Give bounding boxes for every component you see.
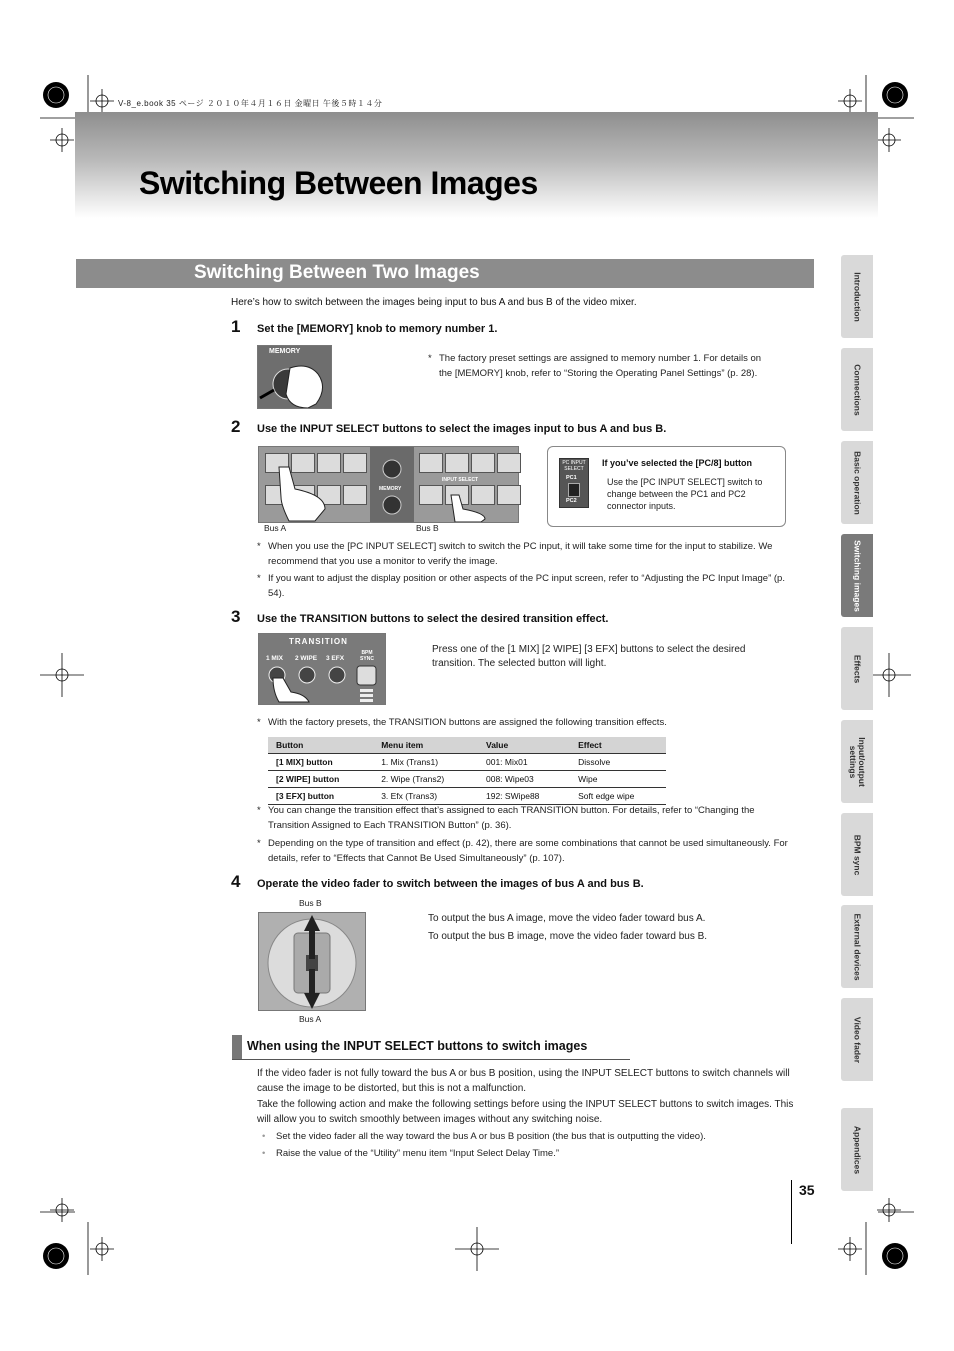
tab-label: Introduction — [852, 271, 863, 322]
mix-button-label: 1 MIX — [266, 655, 283, 662]
step-3-number: 3 — [231, 607, 241, 626]
intro-text: Here’s how to switch between the images being input to bus A and bus B of the video mixer. — [231, 297, 637, 308]
bus-a-label: Bus A — [264, 523, 287, 533]
step-2-text: Use the INPUT SELECT buttons to select the images input to bus A and bus B. — [257, 423, 667, 435]
step3-note-2-text: Depending on the type of transition and effect (p. 42), there are some combinations that cannot be used simultaneously. For details, refer to “Effects that Cannot Be Used Simultaneously” (p. 107). — [268, 838, 788, 864]
tab-input-output-settings[interactable] — [841, 720, 873, 803]
bpm-sync-label: BPM SYNC — [360, 650, 374, 662]
step3-description: Press one of the [1 MIX] [2 WIPE] [3 EFX] buttons to select the desired transition. The selected button will light. — [432, 644, 746, 669]
memory-panel-label: MEMORY — [379, 486, 402, 492]
table-row — [268, 771, 666, 788]
tab-switching-images[interactable] — [841, 534, 873, 617]
transition-buttons-icon — [259, 634, 385, 704]
step1-note-line2: the [MEMORY] knob, refer to “Storing the Operating Panel Settings” (p. 28). — [439, 368, 758, 379]
section-title: Switching Between Two Images — [194, 262, 480, 283]
table-header: Effect — [570, 737, 666, 754]
table-cell: 3. Efx (Trans3) — [373, 788, 478, 805]
page-number: 35 — [799, 1182, 815, 1198]
tab-external-devices[interactable] — [841, 905, 873, 988]
tab-label: Appendices — [852, 1125, 863, 1174]
tab-label: Video fader — [852, 1016, 863, 1063]
tab-label: Switching images — [852, 539, 863, 612]
tab-appendices[interactable] — [841, 1108, 873, 1191]
step-3-text: Use the TRANSITION buttons to select the desired transition effect. — [257, 613, 609, 625]
bullet-text-1: Set the video fader all the way toward the bus A or bus B position (the bus that is outputting the video). — [276, 1131, 706, 1142]
table-cell: 1. Mix (Trans1) — [373, 754, 478, 771]
efx-button-label: 3 EFX — [326, 655, 345, 662]
bullet-text-2: Raise the value of the “Utility” menu item “Input Select Delay Time.” — [276, 1148, 560, 1159]
bullet-dot: • — [262, 1131, 266, 1142]
callout-text: Use the [PC INPUT SELECT] switch to change between the PC1 and PC2 connector inputs. — [607, 477, 763, 511]
table-cell: [1 MIX] button — [268, 754, 373, 771]
video-fader-figure — [258, 912, 366, 1011]
step-4-text: Operate the video fader to switch between the images of bus A and bus B. — [257, 878, 644, 890]
note-star: * — [257, 541, 261, 552]
tab-label: Connections — [852, 363, 863, 416]
hand-pointer-icons — [259, 447, 518, 522]
subsection-marker — [232, 1035, 242, 1059]
step2-note-2 — [257, 571, 796, 601]
page-title: Switching Between Images — [139, 165, 538, 201]
step-1-number: 1 — [231, 317, 241, 336]
wipe-button-label: 2 WIPE — [295, 655, 318, 662]
table-cell: Soft edge wipe — [570, 788, 666, 805]
memory-knob-icon — [258, 346, 331, 408]
subsection-para-1: If the video fader is not fully toward the bus A or bus B position, using the INPUT SELECT buttons to switch channels will cause the image to be distorted, but this is not a malfunction. — [257, 1068, 790, 1094]
step3-note-1-text: You can change the transition effect that’s assigned to each TRANSITION button. For details, refer to “Changing the Transition Assigned to Each TRANSITION Button” (p. 36). — [268, 805, 755, 831]
subsection-heading — [232, 1035, 630, 1060]
book-meta: V-8_e.book 35 ページ ２０１０年４月１６日 金曜日 午後５時１４分 — [118, 99, 383, 108]
tab-connections[interactable] — [841, 348, 873, 431]
table-cell: Dissolve — [570, 754, 666, 771]
step2-note-1-text: When you use the [PC INPUT SELECT] switch to switch the PC input, it will take some time for the input to stabilize. We recommend that you use a monitor to verify the image. — [268, 541, 773, 567]
pc2-label: PC2 — [566, 498, 577, 504]
step4-line1: To output the bus A image, move the video fader toward bus A. — [428, 913, 706, 924]
tab-label: Input/output settings — [848, 736, 867, 787]
memory-knob-figure — [257, 345, 332, 409]
tab-effects[interactable] — [841, 627, 873, 710]
pc-input-switch-label: PC INPUT SELECT — [562, 460, 586, 472]
step2-note-2-text: If you want to adjust the display position or other aspects of the PC input screen, refer to “Adjusting the PC Input Image” (p. 54). — [268, 573, 785, 599]
table-header: Button — [268, 737, 373, 754]
callout-title: If you’ve selected the [PC/8] button — [602, 458, 753, 468]
bullet-item-2 — [262, 1148, 796, 1159]
pc-input-callout — [547, 446, 786, 527]
step1-note-line1: The factory preset settings are assigned to memory number 1. For details on — [439, 353, 762, 364]
step-1-text: Set the [MEMORY] knob to memory number 1. — [257, 323, 498, 335]
input-select-label: INPUT SELECT — [442, 477, 479, 483]
note-star: * — [257, 838, 261, 849]
tab-basic-operation[interactable] — [841, 441, 873, 524]
tab-label: External devices — [852, 912, 863, 981]
bullet-item-1 — [262, 1131, 796, 1142]
note-star: * — [257, 805, 261, 816]
subsection-para-2: Take the following action and make the following settings before using the INPUT SELECT buttons to switch images. This will allow you to switch smoothly between images without any switching noise. — [257, 1099, 794, 1125]
pc1-label: PC1 — [566, 475, 577, 481]
table-note — [257, 715, 796, 730]
page-number-rule — [791, 1180, 792, 1244]
note-star: * — [257, 717, 261, 728]
video-fader-icon — [259, 913, 365, 1010]
step4-line2: To output the bus B image, move the video fader toward bus B. — [428, 931, 708, 942]
tab-label: BPM sync — [852, 834, 863, 875]
table-row — [268, 788, 666, 805]
note-star: * — [257, 573, 261, 584]
table-cell: [3 EFX] button — [268, 788, 373, 805]
step2-note-1 — [257, 539, 796, 569]
table-cell: [2 WIPE] button — [268, 771, 373, 788]
table-header: Value — [478, 737, 570, 754]
tab-video-fader[interactable] — [841, 998, 873, 1081]
transition-table — [268, 737, 666, 805]
step3-note-1 — [257, 803, 796, 833]
pc-input-switch-figure — [559, 458, 589, 508]
fader-bus-b-label: Bus B — [299, 898, 322, 908]
table-cell: 001: Mix01 — [478, 754, 570, 771]
step1-note — [428, 351, 794, 381]
fader-bus-a-label: Bus A — [299, 1014, 322, 1024]
transition-figure-title: TRANSITION — [289, 637, 348, 646]
step-2-number: 2 — [231, 417, 241, 436]
input-select-figure — [258, 446, 519, 523]
table-header: Menu item — [373, 737, 478, 754]
table-cell: 008: Wipe03 — [478, 771, 570, 788]
tab-label: Basic operation — [852, 450, 863, 515]
table-row — [268, 754, 666, 771]
table-cell: Wipe — [570, 771, 666, 788]
tab-introduction[interactable] — [841, 255, 873, 338]
note-star: * — [428, 353, 432, 364]
memory-figure-label: MEMORY — [269, 348, 301, 355]
tab-label: Effects — [852, 654, 863, 683]
table-cell: 2. Wipe (Trans2) — [373, 771, 478, 788]
subsection-title: When using the INPUT SELECT buttons to switch images — [247, 1039, 588, 1053]
tab-bpm-sync[interactable] — [841, 813, 873, 896]
table-note-text: With the factory presets, the TRANSITION buttons are assigned the following transition effects. — [268, 717, 667, 728]
bullet-dot: • — [262, 1148, 266, 1159]
table-header-row — [268, 737, 666, 754]
bus-b-label: Bus B — [416, 523, 439, 533]
switch-slider-icon — [568, 483, 580, 497]
step3-note-2 — [257, 836, 796, 866]
table-cell: 192: SWipe88 — [478, 788, 570, 805]
transition-figure — [258, 633, 386, 705]
step-4-number: 4 — [231, 872, 241, 891]
